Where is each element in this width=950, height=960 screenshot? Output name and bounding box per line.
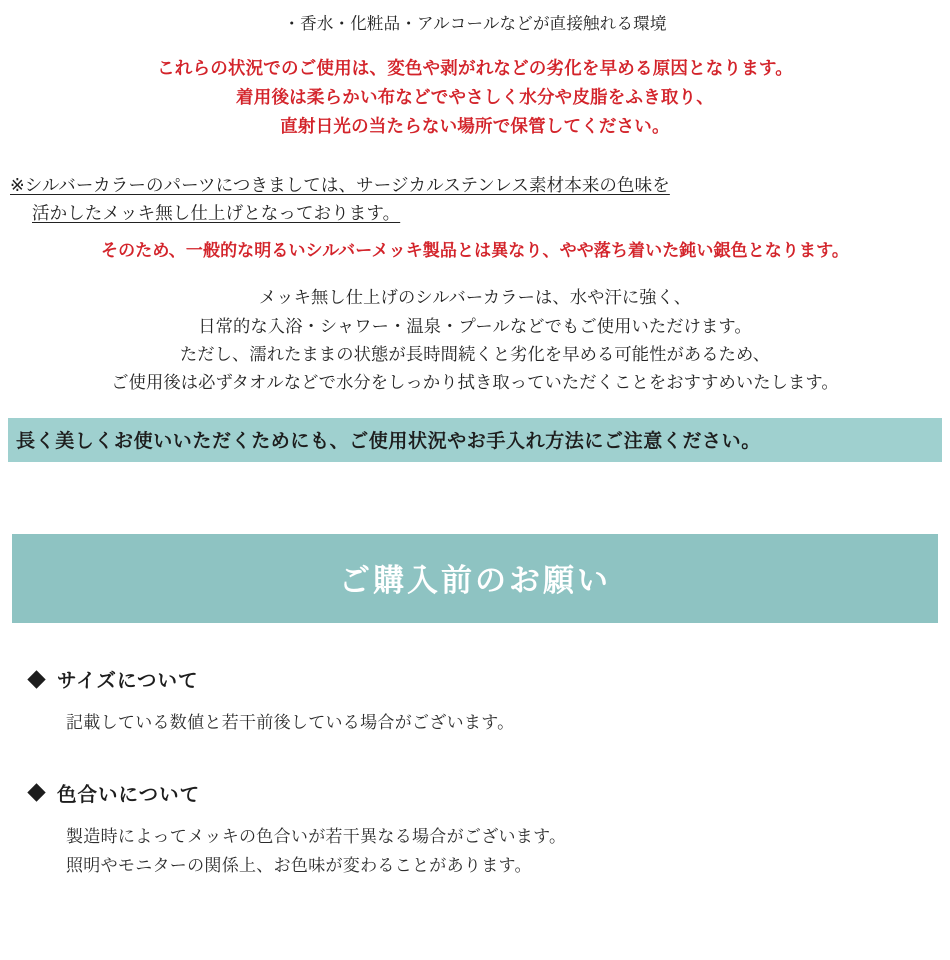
list-item bbox=[0, 779, 950, 880]
item-title-label: 色合いについて bbox=[57, 783, 201, 806]
silver-note-line-2-text: 活かしたメッキ無し仕上げとなっております。 bbox=[32, 202, 401, 223]
silver-note-line-1 bbox=[10, 171, 940, 199]
section-header-before-purchase: ご購入前のお願い bbox=[12, 534, 938, 623]
maintenance-line-1: メッキ無し仕上げのシルバーカラーは、水や汗に強く、 bbox=[258, 287, 692, 308]
red-warning-block bbox=[0, 54, 950, 141]
diamond-bullet-icon bbox=[27, 670, 45, 688]
silver-note-line-1-text: ※シルバーカラーのパーツにつきましては、サージカルステンレス素材本来の色味を bbox=[10, 174, 670, 195]
item-body-size bbox=[30, 709, 950, 737]
item-body-color bbox=[30, 823, 950, 880]
silver-note-line-2 bbox=[10, 199, 940, 227]
item-title-label: サイズについて bbox=[57, 670, 199, 693]
red-warning-line-3: 直射日光の当たらない場所で保管してください。 bbox=[280, 115, 670, 136]
item-title-size bbox=[30, 665, 950, 693]
silver-note-red-sub: そのため、一般的な明るいシルバーメッキ製品とは異なり、やや落ち着いた鈍い銀色となります。 bbox=[101, 241, 849, 261]
diamond-bullet-icon bbox=[27, 783, 45, 801]
maintenance-line-2: 日常的な入浴・シャワー・温泉・プールなどでもご使用いただけます。 bbox=[198, 315, 752, 336]
item-body-line: 記載している数値と若干前後している場合がございます。 bbox=[66, 713, 515, 733]
item-title-color bbox=[30, 779, 950, 807]
red-warning-line-1: これらの状況でのご使用は、変色や剥がれなどの劣化を早める原因となります。 bbox=[157, 58, 793, 78]
item-body-line: 製造時によってメッキの色合いが若干異なる場合がございます。 bbox=[66, 826, 567, 846]
maintenance-line-4: ご使用後は必ずタオルなどで水分をしっかり拭き取っていただくことをおすすめいたします。 bbox=[111, 371, 839, 392]
list-item bbox=[0, 665, 950, 737]
item-body-line: 照明やモニターの関係上、お色味が変わることがあります。 bbox=[66, 856, 532, 876]
highlight-banner: 長く美しくお使いいただくためにも、ご使用状況やお手入れ方法にご注意ください。 bbox=[8, 418, 942, 462]
silver-color-note bbox=[0, 171, 950, 228]
product-care-notice-page bbox=[0, 10, 950, 960]
maintenance-line-3: ただし、濡れたままの状態が長時間続くと劣化を早める可能性があるため、 bbox=[179, 343, 771, 364]
red-warning-line-2: 着用後は柔らかい布などでやさしく水分や皮脂をふき取り、 bbox=[236, 86, 714, 107]
top-notice-line: ・香水・化粧品・アルコールなどが直接触れる環境 bbox=[283, 15, 667, 33]
maintenance-description bbox=[0, 283, 950, 396]
